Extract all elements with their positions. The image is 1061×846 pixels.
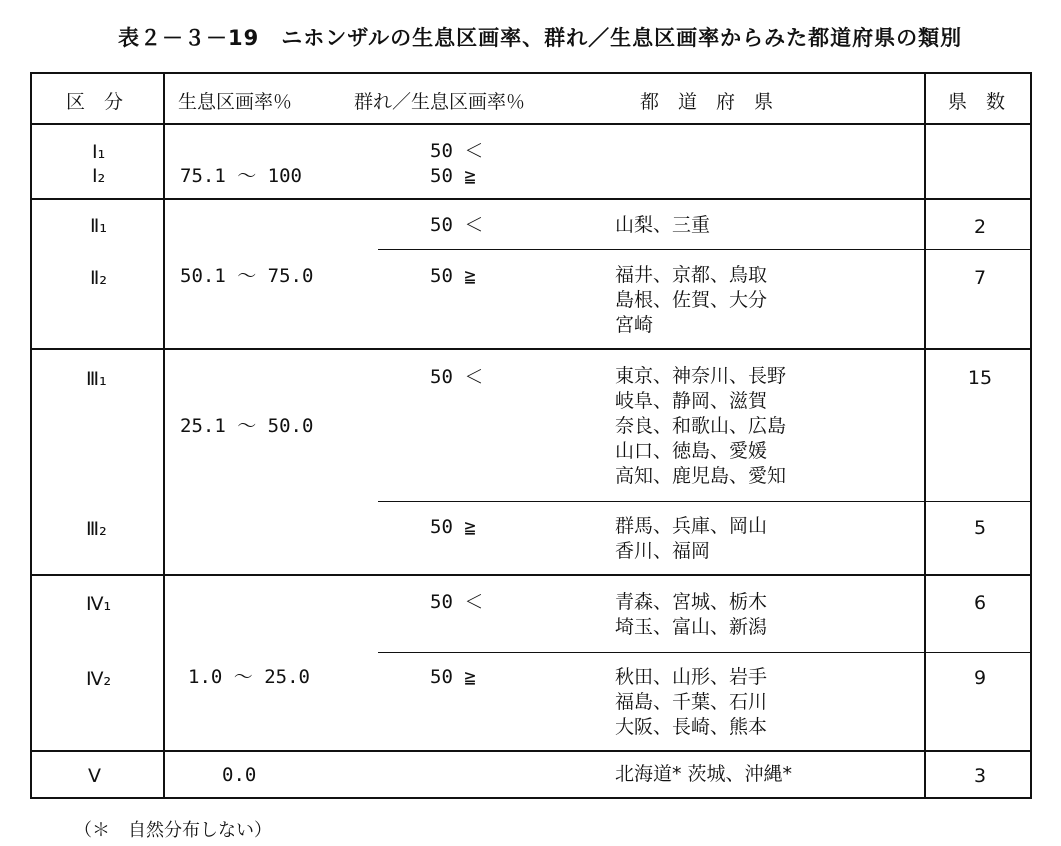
class-label: Ⅲ₂ <box>86 518 107 540</box>
troop-rate-value: 50 ≧ <box>430 666 476 688</box>
habitat-rate-value: 0.0 <box>222 764 257 786</box>
troop-rate-value: 50 ＜ <box>430 214 484 236</box>
column-divider <box>924 73 926 799</box>
class-label: Ⅳ₁ <box>86 593 112 615</box>
row-divider <box>31 750 1031 752</box>
prefecture-list: 青森、宮城、栃木 埼玉、富山、新潟 <box>615 591 768 638</box>
troop-rate-value: 50 ＜ <box>430 140 484 162</box>
habitat-rate-value: 75.1 ～ 100 <box>180 165 302 187</box>
header-count: 県 数 <box>948 91 1006 113</box>
class-label: Ⅱ₂ <box>90 267 107 289</box>
subrow-divider <box>378 652 1031 653</box>
footnote: （＊ 自然分布しない） <box>74 820 272 841</box>
header-class: 区 分 <box>66 91 124 113</box>
prefecture-list: 群馬、兵庫、岡山 香川、福岡 <box>615 515 768 562</box>
header-troop-rate: 群れ／生息区画率％ <box>354 91 526 113</box>
class-label: Ⅱ₁ <box>90 215 107 237</box>
prefecture-list: 東京、神奈川、長野 岐阜、静岡、滋賀 奈良、和歌山、広島 山口、徳島、愛媛 高知、鹿児島、愛知 <box>615 365 787 487</box>
prefecture-list: 山梨、三重 <box>615 214 711 236</box>
subrow-divider <box>378 501 1031 502</box>
troop-rate-value: 50 ＜ <box>430 591 484 613</box>
habitat-rate-value: 25.1 ～ 50.0 <box>180 415 314 437</box>
class-label: Ⅲ₁ <box>86 368 107 390</box>
habitat-rate-value: 1.0 ～ 25.0 <box>188 666 310 688</box>
prefecture-count: 2 <box>973 216 987 238</box>
troop-rate-value: 50 ＜ <box>430 366 484 388</box>
table-title: 表２－３－19 ニホンザルの生息区画率、群れ／生息区画率からみた都道府県の類別 <box>118 26 963 50</box>
prefecture-count: 6 <box>973 592 987 614</box>
prefecture-count: 7 <box>973 267 987 289</box>
header-divider <box>31 123 1031 125</box>
prefecture-count: 9 <box>973 667 987 689</box>
row-divider <box>31 348 1031 350</box>
troop-rate-value: 50 ≧ <box>430 165 476 187</box>
prefecture-count: 15 <box>967 367 993 389</box>
prefecture-list: 北海道* 茨城、沖縄* <box>615 763 793 785</box>
subrow-divider <box>378 249 1031 250</box>
header-habitat-rate: 生息区画率％ <box>178 91 293 113</box>
prefecture-list: 福井、京都、鳥取 島根、佐賀、大分 宮崎 <box>615 264 768 336</box>
class-label: Ⅰ₁ <box>92 141 106 163</box>
class-label: Ⅳ₂ <box>86 668 112 690</box>
troop-rate-value: 50 ≧ <box>430 265 476 287</box>
habitat-rate-value: 50.1 ～ 75.0 <box>180 265 314 287</box>
header-prefectures: 都 道 府 県 <box>640 91 774 113</box>
class-label: Ⅰ₂ <box>92 165 106 187</box>
prefecture-list: 秋田、山形、岩手 福島、千葉、石川 大阪、長崎、熊本 <box>615 666 768 738</box>
prefecture-count: 3 <box>973 765 987 787</box>
column-divider <box>163 73 165 799</box>
row-divider <box>31 198 1031 200</box>
row-divider <box>31 574 1031 576</box>
class-label: Ⅴ <box>88 765 101 787</box>
prefecture-count: 5 <box>973 517 987 539</box>
troop-rate-value: 50 ≧ <box>430 516 476 538</box>
